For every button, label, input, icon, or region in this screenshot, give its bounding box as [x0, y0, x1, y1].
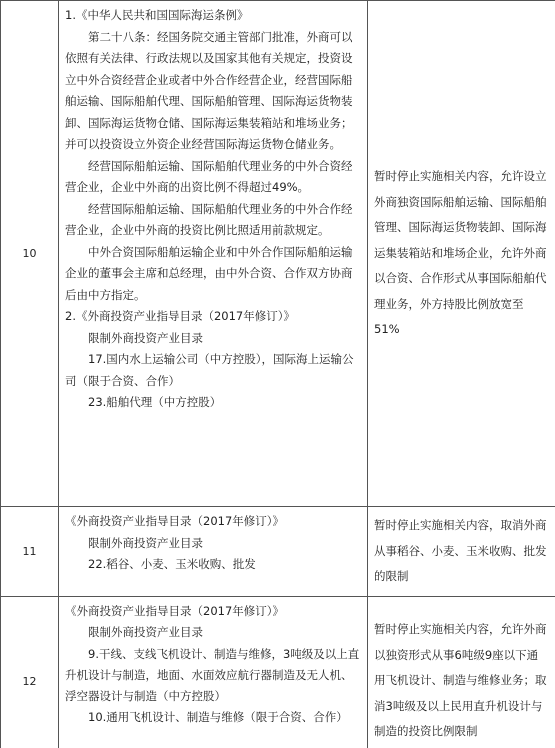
table-row [1, 1, 555, 507]
adjustment-cell: 暂时停止实施相关内容，取消外商从事稻谷、小麦、玉米收购、批发的限制 [368, 507, 555, 597]
adjustment-cell: 暂时停止实施相关内容，允许外商以独资形式从事6吨级9座以下通用飞机设计、制造与维修业务；取消3吨级及以上民用直升机设计与制造的投资比例限制 [368, 596, 555, 748]
law-heading: 《外商投资产业指导目录（2017年修订）》 [65, 603, 285, 618]
catalog-item: 23.船舶代理（中方控股） [88, 395, 222, 409]
catalog-heading: 限制外商投资产业目录 [88, 330, 203, 345]
law-provisions-cell [59, 507, 368, 597]
row-number: 11 [1, 507, 59, 597]
law-provisions-cell [59, 1, 368, 507]
law-clause: 第二十八条：经国务院交通主管部门批准，外商可以依照有关法律、行政法规以及国家其他有关规定，投资设立中外合资经营企业或者中外合作经营企业，经营国际船舶运输、国际船舶代理、国际船舶管理、国际海运货物装卸、国际海运货物仓储、国际海运集装箱站和堆场业务；并可以投资设立外资企业经营国际海运货物仓储业务。 [65, 29, 353, 151]
adjustment-cell: 暂时停止实施相关内容，允许设立外商独资国际船舶运输、国际船舶管理、国际海运货物装卸、国际海运集装箱站和堆场企业，允许外商以合资、合作形式从事国际船舶代理业务，外方持股比例放宽至51% [368, 1, 555, 507]
row-number: 12 [1, 596, 59, 748]
row-number: 10 [1, 1, 59, 507]
catalog-item: 22.稻谷、小麦、玉米收购、批发 [88, 557, 256, 571]
law-provisions-cell [59, 596, 368, 748]
law-clause: 中外合资国际船舶运输企业和中外合作国际船舶运输企业的董事会主席和总经理，由中外合资、合作双方协商后由中方指定。 [65, 244, 353, 302]
table-row [1, 596, 555, 748]
catalog-item: 17.国内水上运输公司（中方控股），国际海上运输公司（限于合资、合作） [65, 352, 354, 388]
table-row [1, 507, 555, 597]
catalog-item: 10.通用飞机设计、制造与维修（限于合资、合作） [88, 709, 348, 724]
law-heading: 《外商投资产业指导目录（2017年修订）》 [65, 514, 285, 528]
law-clause: 经营国际船舶运输、国际船舶代理业务的中外合作经营企业，企业中外商的投资比例比照适用前款规定。 [65, 201, 353, 237]
catalog-item: 9.干线、支线飞机设计、制造与维修，3吨级及以上直升机设计与制造，地面、水面效应航行器制造及无人机、浮空器设计与制造（中方控股） [65, 646, 360, 703]
catalog-heading: 限制外商投资产业目录 [88, 625, 203, 639]
law-clause: 经营国际船舶运输、国际船舶代理业务的中外合资经营企业，企业中外商的出资比例不得超过49%。 [65, 158, 353, 194]
law-heading: 2.《外商投资产业指导目录（2017年修订）》 [65, 309, 295, 323]
law-heading: 1.《中华人民共和国国际海运条例》 [65, 8, 249, 22]
catalog-heading: 限制外商投资产业目录 [88, 535, 203, 550]
